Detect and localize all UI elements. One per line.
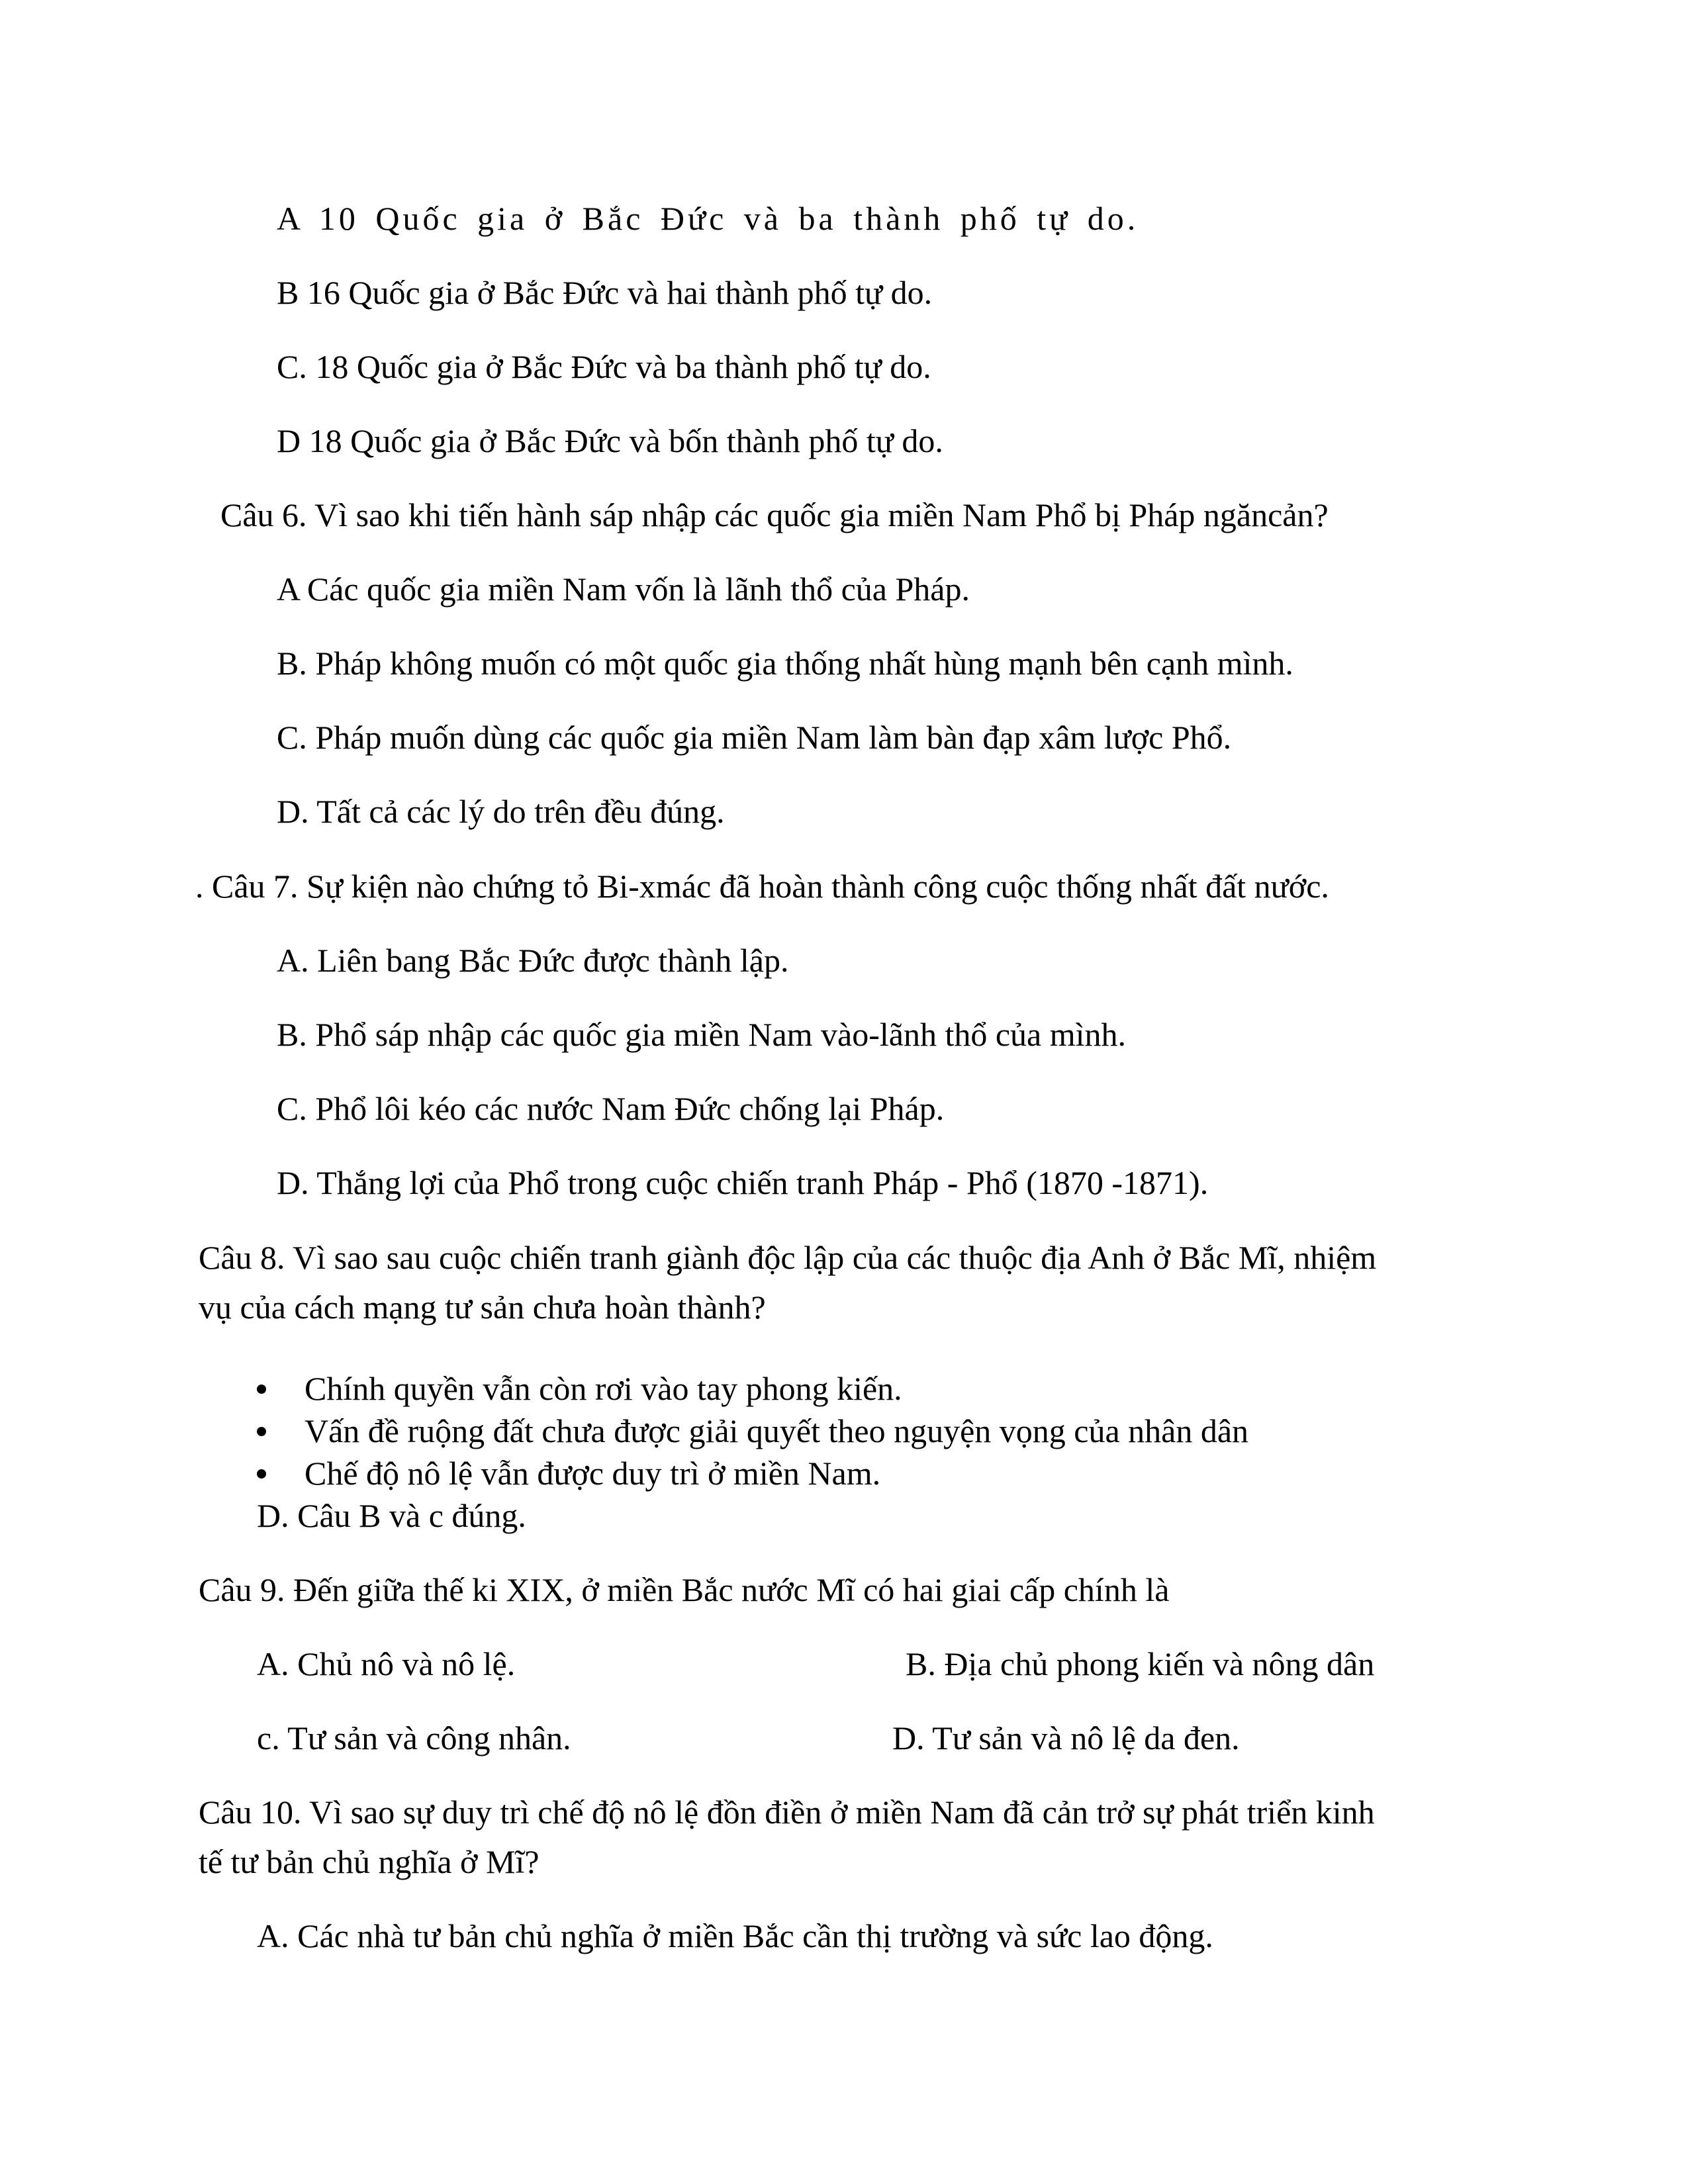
q8-bullet-b: Vấn đề ruộng đất chưa được giải quyết theo nguyện vọng của nhân dân xyxy=(305,1412,1249,1449)
q5-option-b: B 16 Quốc gia ở Bắc Đức và hai thành phố tự do. xyxy=(277,274,933,311)
q8-question-line-1: Câu 8. Vì sao sau cuộc chiến tranh giành độc lập của các thuộc địa Anh ở Bắc Mĩ, nhiệm xyxy=(199,1239,1377,1276)
q5-option-d: D 18 Quốc gia ở Bắc Đức và bốn thành phố tự do. xyxy=(277,422,943,459)
q6-option-b: B. Pháp không muốn có một quốc gia thống nhất hùng mạnh bên cạnh mình. xyxy=(277,645,1293,682)
bullet-icon xyxy=(257,1427,266,1436)
q5-option-c: C. 18 Quốc gia ở Bắc Đức và ba thành phố tự do. xyxy=(277,348,931,385)
q8-bullet-a: Chính quyền vẫn còn rơi vào tay phong kiến. xyxy=(305,1370,902,1407)
q7-option-d: D. Thắng lợi của Phổ trong cuộc chiến tranh Pháp - Phổ (1870 -1871). xyxy=(277,1164,1209,1201)
q10-question-line-1: Câu 10. Vì sao sự duy trì chế độ nô lệ đồn điền ở miền Nam đã cản trở sự phát triển kinh xyxy=(199,1794,1375,1831)
q10-option-a: A. Các nhà tư bản chủ nghĩa ở miền Bắc cần thị trường và sức lao động. xyxy=(257,1917,1213,1954)
q9-option-b: B. Địa chủ phong kiến và nông dân xyxy=(906,1645,1375,1682)
q9-option-d: D. Tư sản và nô lệ da đen. xyxy=(892,1719,1240,1756)
bullet-icon xyxy=(257,1385,266,1394)
q6-option-c: C. Pháp muốn dùng các quốc gia miền Nam làm bàn đạp xâm lược Phổ. xyxy=(277,719,1232,756)
q9-option-c: c. Tư sản và công nhân. xyxy=(257,1719,571,1756)
q8-option-d: D. Câu B và c đúng. xyxy=(257,1497,526,1534)
q5-option-a: A 10 Quốc gia ở Bắc Đức và ba thành phố tự do. xyxy=(277,200,1139,237)
q7-option-c: C. Phổ lôi kéo các nước Nam Đức chống lại Pháp. xyxy=(277,1090,945,1127)
q9-option-a: A. Chủ nô và nô lệ. xyxy=(257,1645,516,1682)
q6-question: Câu 6. Vì sao khi tiến hành sáp nhập các quốc gia miền Nam Phổ bị Pháp ngăncản? xyxy=(220,496,1329,533)
q7-option-b: B. Phổ sáp nhập các quốc gia miền Nam vào-lãnh thổ của mình. xyxy=(277,1016,1127,1053)
q7-option-a: A. Liên bang Bắc Đức được thành lập. xyxy=(277,942,789,979)
q6-option-a: A Các quốc gia miền Nam vốn là lãnh thổ của Pháp. xyxy=(277,570,970,608)
q8-bullet-c: Chế độ nô lệ vẫn được duy trì ở miền Nam. xyxy=(305,1455,881,1492)
q10-question-line-2: tế tư bản chủ nghĩa ở Mĩ? xyxy=(199,1843,539,1880)
q6-option-d: D. Tất cả các lý do trên đều đúng. xyxy=(277,793,725,830)
q8-question-line-2: vụ của cách mạng tư sản chưa hoàn thành? xyxy=(199,1289,766,1326)
bullet-icon xyxy=(257,1469,266,1479)
q7-question: . Câu 7. Sự kiện nào chứng tỏ Bi-xmác đã hoàn thành công cuộc thống nhất đất nước. xyxy=(195,868,1329,905)
q9-question: Câu 9. Đến giữa thế ki XIX, ở miền Bắc nước Mĩ có hai giai cấp chính là xyxy=(199,1571,1170,1608)
